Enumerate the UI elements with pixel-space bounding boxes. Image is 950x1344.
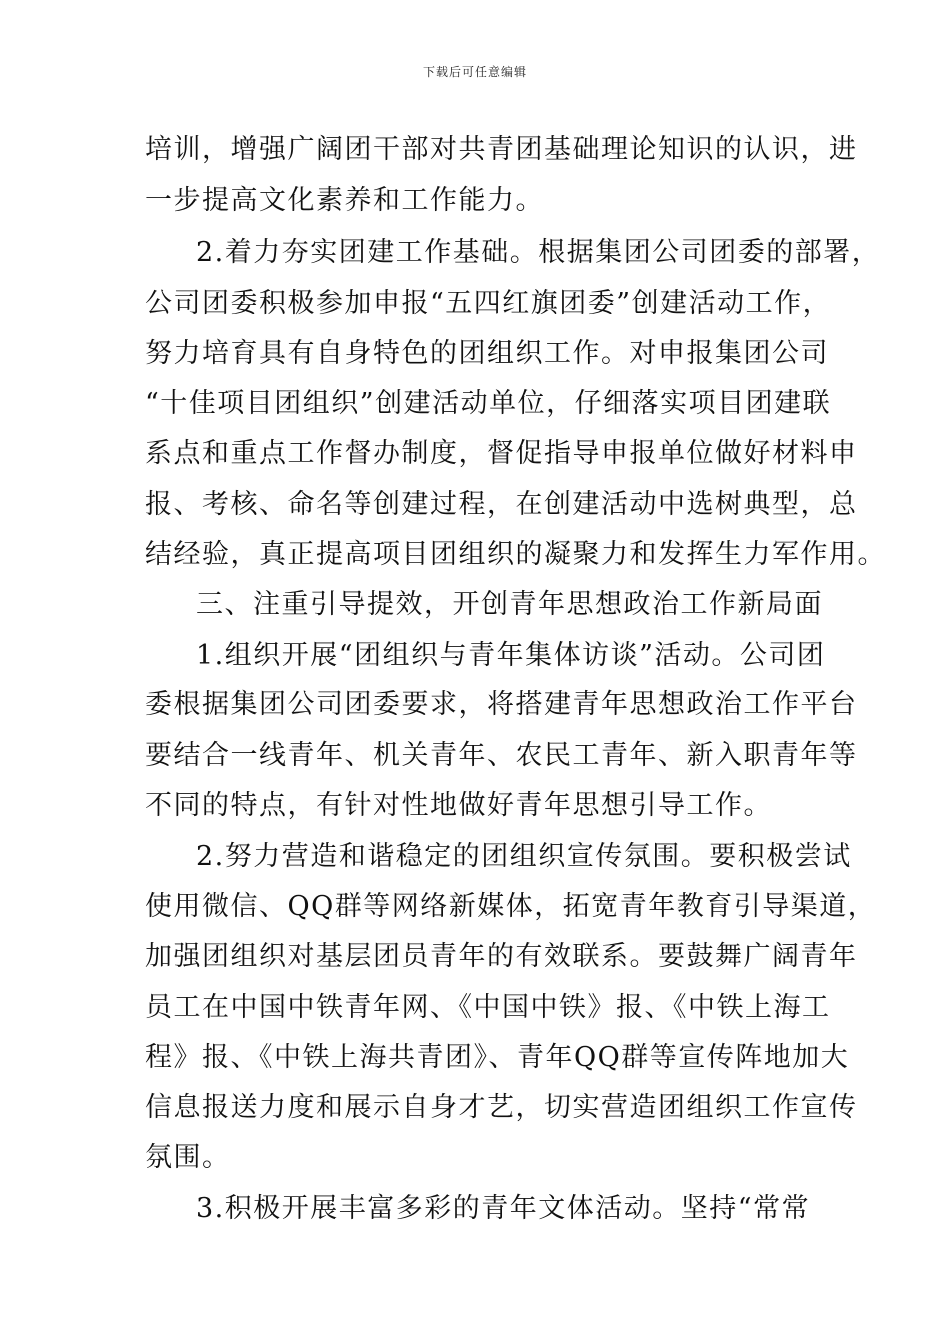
text-line: 氛围。 (145, 1142, 231, 1173)
text-line: 不同的特点，有针对性地做好青年思想引导工作。 (145, 790, 772, 821)
text-line: 要结合一线青年、机关青年、农民工青年、新入职青年等 (145, 740, 858, 771)
text-line: 加强团组织对基层团员青年的有效联系。要鼓舞广阔青年 (145, 941, 858, 972)
text-line: 员工在中国中铁青年网、《中国中铁》报、《中铁上海工 (145, 992, 831, 1023)
section-heading: 三、注重引导提效，开创青年思想政治工作新局面 (196, 589, 823, 620)
text-line: 公司团委积极参加申报“五四红旗团委”创建活动工作， (145, 288, 832, 319)
text-line: 系点和重点工作督办制度，督促指导申报单位做好材料申 (145, 438, 858, 469)
text-line: 努力培育具有自身特色的团组织工作。对申报集团公司 (145, 338, 829, 369)
text-line: 信息报送力度和展示自身才艺，切实营造团组织工作宣传 (145, 1092, 858, 1123)
text-line: “十佳项目团组织”创建活动单位，仔细落实项目团建联 (145, 388, 832, 419)
paragraph-first-line: 3.积极开展丰富多彩的青年文体活动。坚持“常常 (196, 1193, 811, 1224)
paragraph-first-line: 2.着力夯实团建工作基础。根据集团公司团委的部署， (196, 237, 881, 268)
text-line: 委根据集团公司团委要求，将搭建青年思想政治工作平台 (145, 689, 858, 720)
text-line: 一步提高文化素养和工作能力。 (145, 185, 544, 216)
page-header: 下载后可任意编辑 (422, 65, 527, 79)
text-line: 报、考核、命名等创建过程，在创建活动中选树典型，总 (145, 489, 858, 520)
text-line: 程》报、《中铁上海共青团》、青年QQ群等宣传阵地加大 (145, 1042, 850, 1073)
text-line: 培训，增强广阔团干部对共青团基础理论知识的认识，进 (145, 134, 858, 165)
paragraph-first-line: 1.组织开展“团组织与青年集体访谈”活动。公司团 (196, 640, 826, 671)
text-line: 使用微信、QQ群等网络新媒体，拓宽青年教育引导渠道， (145, 891, 877, 922)
text-line: 结经验，真正提高项目团组织的凝聚力和发挥生力军作用。 (145, 539, 886, 570)
paragraph-first-line: 2.努力营造和谐稳定的团组织宣传氛围。要积极尝试 (196, 841, 852, 872)
